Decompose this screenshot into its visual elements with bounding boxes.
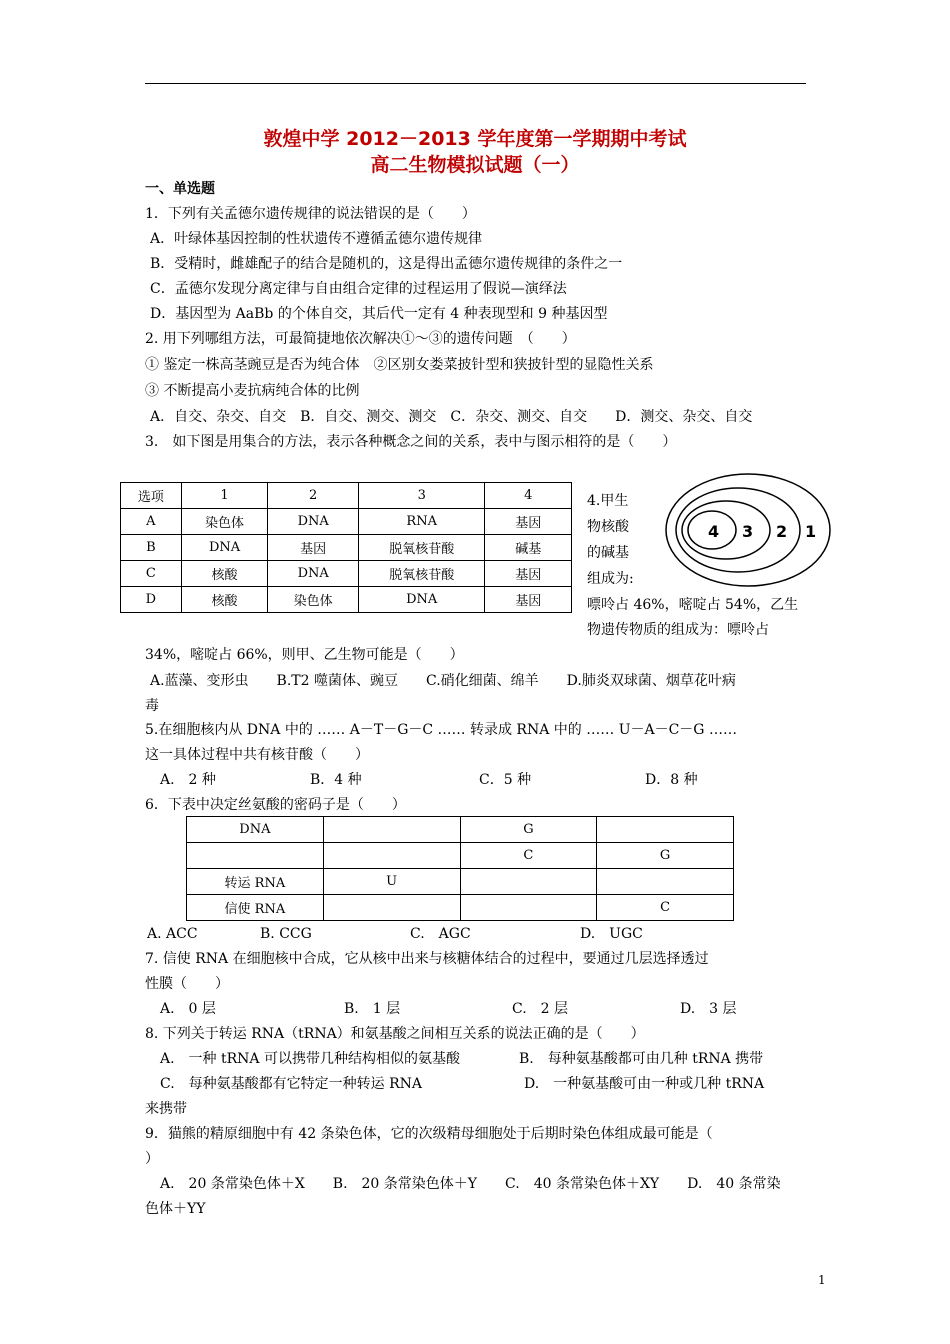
q6-option-b: B. CCG [260, 926, 312, 942]
q4-stem: 34%，嘧啶占 66%，则甲、乙生物可能是（ ） [145, 647, 464, 663]
table-row [121, 561, 572, 587]
q3-table [120, 482, 572, 613]
q7-option-d: D. 3 层 [680, 1001, 737, 1017]
table-cell: DNA [268, 561, 359, 587]
q9-options: A. 20 条常染色体＋X B. 20 条常染色体＋Y C. 40 条常染色体＋XY D. 40 条常染 [160, 1176, 781, 1192]
table-cell: 基因 [485, 509, 572, 535]
q7-option-a: A. 0 层 [160, 1001, 216, 1017]
q8-option-a: A. 一种 tRNA 可以携带几种结构相似的氨基酸 [160, 1051, 460, 1067]
q6-option-d: D. UGC [580, 926, 643, 942]
q8-option-c: C. 每种氨基酸都有它特定一种转运 RNA [160, 1076, 423, 1092]
q7-option-b: B. 1 层 [344, 1001, 401, 1017]
q8-option-b: B. 每种氨基酸都可由几种 tRNA 携带 [519, 1051, 764, 1067]
table-cell [460, 869, 597, 895]
table-cell [597, 817, 734, 843]
q1-option-c: C．孟德尔发现分离定律与自由组合定律的过程运用了假说—演绎法 [150, 281, 567, 297]
q5-option-c: C．5 种 [479, 772, 532, 788]
q4-text-6: 物遗传物质的组成为：嘌呤占 [587, 622, 769, 638]
q6-table [186, 816, 734, 921]
q8-option-d: D. 一种氨基酸可由一种或几种 tRNA [524, 1076, 765, 1092]
table-cell: RNA [359, 509, 485, 535]
table-cell [323, 843, 460, 869]
table-cell [323, 817, 460, 843]
q7-option-c: C. 2 层 [512, 1001, 569, 1017]
q2-statement-2: ③ 不断提高小麦抗病纯合体的比例 [145, 383, 360, 399]
q4-text-4: 组成为: [587, 571, 634, 587]
table-cell [187, 843, 324, 869]
q7-stem-2: 性膜（ ） [145, 976, 229, 992]
table-cell: B [121, 535, 182, 561]
q2-stem: 2. 用下列哪组方法，可最简捷地依次解决①～③的遗传问题 （ ） [145, 331, 576, 347]
page-number: 1 [818, 1273, 826, 1287]
table-cell: 选项 [121, 483, 182, 509]
q9-stem-2: ） [145, 1151, 159, 1167]
table-cell: DNA [359, 587, 485, 613]
table-cell [460, 895, 597, 921]
section-heading: 一、单选题 [145, 181, 215, 197]
q9-stem: 9．猫熊的精原细胞中有 42 条染色体，它的次级精母细胞处于后期时染色体组成最可能是（ [145, 1126, 713, 1142]
q4-options: A.蓝藻、变形虫 B.T2 噬菌体、豌豆 C.硝化细菌、绵羊 D.肺炎双球菌、烟草花叶病 [150, 673, 736, 689]
table-row [187, 895, 734, 921]
table-cell [323, 895, 460, 921]
table-cell: 1 [181, 483, 268, 509]
q4-options-wrap: 毒 [145, 698, 159, 714]
set-label-3: 3 [742, 522, 754, 541]
q4-text-1: 4.甲生 [587, 493, 629, 509]
table-row [187, 869, 734, 895]
table-row [121, 587, 572, 613]
table-cell: 信使 RNA [187, 895, 324, 921]
table-cell: 3 [359, 483, 485, 509]
table-cell: DNA [187, 817, 324, 843]
q8-stem: 8. 下列关于转运 RNA（tRNA）和氨基酸之间相互关系的说法正确的是（ ） [145, 1026, 645, 1042]
table-row [187, 817, 734, 843]
q1-stem: 1．下列有关孟德尔遗传规律的说法错误的是（ ） [145, 206, 476, 222]
q7-stem: 7. 信使 RNA 在细胞核中合成，它从核中出来与核糖体结合的过程中，要通过几层选择透过 [145, 951, 709, 967]
set-label-1: 1 [805, 522, 817, 541]
q1-option-a: A．叶绿体基因控制的性状遗传不遵循孟德尔遗传规律 [150, 231, 483, 247]
table-cell: 碱基 [485, 535, 572, 561]
table-cell: 核酸 [181, 561, 268, 587]
set-label-2: 2 [776, 522, 788, 541]
q4-text-5: 嘌呤占 46%，嘧啶占 54%，乙生 [587, 597, 799, 613]
table-cell: DNA [181, 535, 268, 561]
table-cell: 脱氧核苷酸 [359, 561, 485, 587]
q6-stem: 6．下表中决定丝氨酸的密码子是（ ） [145, 797, 406, 813]
q5-option-d: D．8 种 [645, 772, 698, 788]
table-cell: G [597, 843, 734, 869]
table-cell: 染色体 [268, 587, 359, 613]
table-cell: C [597, 895, 734, 921]
q9-options-wrap: 色体＋YY [145, 1201, 206, 1217]
table-cell: D [121, 587, 182, 613]
nested-sets-diagram [662, 472, 832, 590]
table-row [121, 483, 572, 509]
q5-stem-2: 这一具体过程中共有核苷酸（ ） [145, 747, 369, 763]
table-cell: DNA [268, 509, 359, 535]
q1-option-d: D．基因型为 AaBb 的个体自交，其后代一定有 4 种表现型和 9 种基因型 [150, 306, 608, 322]
table-cell: A [121, 509, 182, 535]
table-cell: 基因 [268, 535, 359, 561]
set-label-4: 4 [708, 522, 720, 541]
table-cell: 基因 [485, 587, 572, 613]
q2-options: A．自交、杂交、自交 B．自交、测交、测交 C．杂交、测交、自交 D．测交、杂交、自交 [150, 409, 753, 425]
q4-text-2: 物核酸 [587, 519, 629, 535]
table-cell: 基因 [485, 561, 572, 587]
q8-option-d-wrap: 来携带 [145, 1101, 187, 1117]
q2-statement-1: ① 鉴定一株高茎豌豆是否为纯合体 ②区别女娄菜披针型和狭披针型的显隐性关系 [145, 357, 654, 373]
table-cell: C [460, 843, 597, 869]
table-row [121, 535, 572, 561]
q6-option-a: A. ACC [147, 926, 198, 942]
q1-option-b: B．受精时，雌雄配子的结合是随机的，这是得出孟德尔遗传规律的条件之一 [150, 256, 623, 272]
q3-stem: 3. 如下图是用集合的方法，表示各种概念之间的关系，表中与图示相符的是（ ） [145, 434, 677, 450]
exam-subtitle: 高二生物模拟试题（一） [370, 154, 580, 176]
table-cell: 转运 RNA [187, 869, 324, 895]
table-cell: 2 [268, 483, 359, 509]
table-cell: 4 [485, 483, 572, 509]
table-cell: 染色体 [181, 509, 268, 535]
table-cell: 核酸 [181, 587, 268, 613]
q5-option-b: B．4 种 [310, 772, 362, 788]
q5-stem: 5.在细胞核内从 DNA 中的 …… A－T－G－C …… 转录成 RNA 中的 …… U－A－C－G …… [145, 722, 737, 738]
q5-option-a: A. 2 种 [160, 772, 216, 788]
table-cell: G [460, 817, 597, 843]
q4-text-3: 的碱基 [587, 545, 629, 561]
set-ellipse-3 [682, 501, 770, 559]
table-row [187, 843, 734, 869]
table-cell: U [323, 869, 460, 895]
table-row [121, 509, 572, 535]
q6-option-c: C. AGC [410, 926, 471, 942]
table-cell: 脱氧核苷酸 [359, 535, 485, 561]
table-cell [597, 869, 734, 895]
exam-title: 敦煌中学 2012－2013 学年度第一学期期中考试 [263, 128, 687, 150]
table-cell: C [121, 561, 182, 587]
header-rule [145, 83, 806, 84]
